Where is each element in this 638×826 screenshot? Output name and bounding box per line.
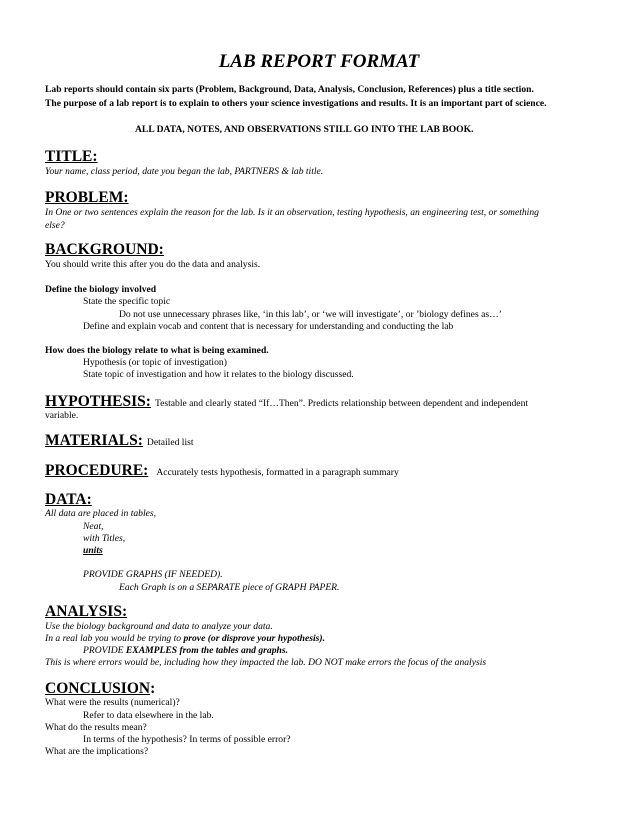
conclusion-line-1: What were the results (numerical)? [45,697,180,708]
data-line-3: with Titles, [83,533,126,544]
problem-section-heading [45,189,129,207]
conclusion-line-4: In terms of the hypothesis? In terms of possible error? [83,734,291,745]
problem-line-1: In One or two sentences explain the reason for the lab. Is it an observation, testing hypothesis, an engineering test, or something [45,207,539,218]
background-sub2-title: How does the biology relate to what is being examined. [45,345,269,356]
analysis-line-2-emphasis: prove (or disprove your hypothesis). [183,633,325,644]
data-line-6: Each Graph is on a SEPARATE piece of GRAPH PAPER. [119,582,340,593]
materials-heading: MATERIALS: [45,432,143,449]
analysis-line-1: Use the biology background and data to analyze your data. [45,621,273,632]
hypothesis-line-1: Testable and clearly stated “If…Then”. Predicts relationship between dependent and independent [154,398,529,409]
hypothesis-section-heading [45,393,528,413]
background-text: You should write this after you do the data and analysis. [45,259,261,270]
background-sub2-item2: State topic of investigation and how it relates to the biology discussed. [83,369,354,380]
conclusion-line-5: What are the implications? [45,746,149,757]
analysis-line-3-text: PROVIDE [83,645,126,656]
analysis-section-heading [45,603,127,621]
hypothesis-line-2: variable. [45,410,79,421]
procedure-text: Accurately tests hypothesis, formatted in a paragraph summary [156,467,399,478]
background-sub1-item1: State the specific topic [83,296,171,307]
title-heading: TITLE: [45,148,98,165]
title-section-text: Your name, class period, date you began the lab, PARTNERS & lab title. [45,166,324,177]
procedure-heading: PROCEDURE: [45,462,149,479]
data-heading: DATA: [45,491,92,508]
background-sub2-item1: Hypothesis (or topic of investigation) [83,357,227,368]
problem-line-2: else? [45,220,65,231]
analysis-heading: ANALYSIS: [45,603,128,620]
conclusion-colon: : [150,680,156,697]
data-line-2: Neat, [83,521,104,532]
materials-text: Detailed list [146,437,194,448]
background-sub1-item1a: Do not use unnecessary phrases like, ‘in this lab’, or ‘we will investigate’, or ’biology defines as…’ [119,309,502,320]
intro-line-1: Lab reports should contain six parts (Problem, Background, Data, Analysis, Conclusion, References) plus a title section. [45,84,534,95]
analysis-line-4: This is where errors would be, including how they impacted the lab. DO NOT make errors the focus of the analysis [45,657,487,668]
conclusion-section-heading [45,680,155,698]
procedure-section-heading [45,462,399,482]
problem-heading: PROBLEM: [45,189,129,206]
data-section-heading [45,491,92,509]
background-sub1-item2: Define and explain vocab and content that is necessary for understanding and conducting the lab [83,321,454,332]
intro-notice: ALL DATA, NOTES, AND OBSERVATIONS STILL GO INTO THE LAB BOOK. [135,124,474,135]
background-heading: BACKGROUND: [45,241,164,258]
data-line-1: All data are placed in tables, [45,508,157,519]
analysis-line-2 [45,633,325,645]
materials-section-heading [45,432,194,452]
conclusion-heading: CONCLUSION [45,680,151,697]
data-line-5: PROVIDE GRAPHS (IF NEEDED). [83,569,223,580]
page-title: LAB REPORT FORMAT [218,51,420,72]
conclusion-line-3: What do the results mean? [45,722,147,733]
background-section-heading [45,241,164,259]
analysis-line-2-text: In a real lab you would be trying to [45,633,184,644]
conclusion-line-2: Refer to data elsewhere in the lab. [83,710,214,721]
analysis-line-3-emphasis: EXAMPLES from the tables and graphs. [125,645,288,656]
hypothesis-heading: HYPOTHESIS: [45,393,151,410]
analysis-line-3 [83,645,288,657]
background-sub1-title: Define the biology involved [45,284,157,295]
intro-line-2: The purpose of a lab report is to explain to others your science investigations and results. It is an important part of science. [45,98,547,109]
title-section-heading [45,148,98,166]
data-line-4: units [83,545,103,556]
